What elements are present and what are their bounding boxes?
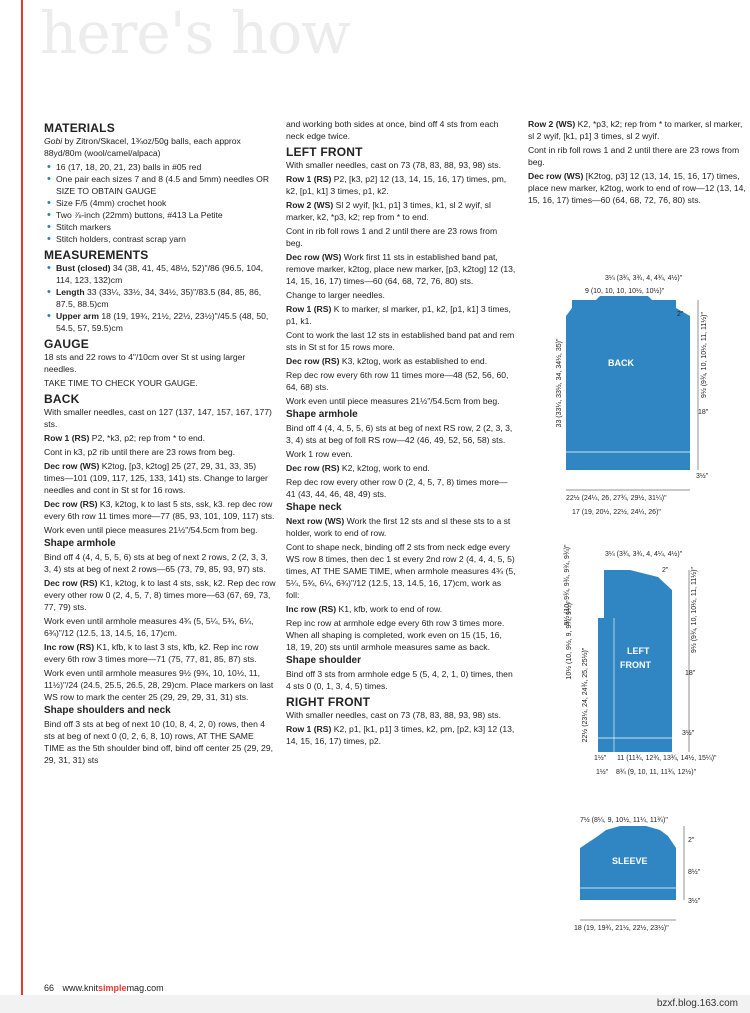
lf-p6: Work even until piece measures 21½"/54.5cm from beg. [286, 396, 500, 406]
front-side: 18" [685, 670, 696, 677]
sleeve-cap: 2" [688, 837, 695, 844]
list-item: • Stitch holders, contrast scrap yarn [56, 233, 276, 245]
page-number: 66 [44, 983, 55, 993]
rf-p1-cont: Cont in rib foll rows 1 and 2 until there are 23 rows from beg. [528, 145, 740, 167]
lf-neck-p2: Rep inc row at armhole edge every 6th row 3 times more. When all shaping is completed, work even on 15 (15, 16, 18, 19, 20) sts until armhole measures same as back. [286, 618, 505, 652]
lf-armhole-p1: Bind off 4 (4, 4, 5, 5, 6) sts at beg of next RS row, 2 (2, 3, 3, 3, 4) sts at beg of foll RS row—42 (46, 49, 52, 56, 58) sts. [286, 423, 513, 445]
lf-row1b: Row 1 (RS) K to marker, sl marker, p1, k2, [p1, k1] 3 times, p1, k1. [286, 304, 511, 326]
list-item: • Stitch markers [56, 221, 276, 233]
lf-armhole-heading: Shape armhole [286, 409, 358, 420]
measurements-heading: MEASUREMENTS [44, 248, 149, 262]
back-armhole: 9½ (9¾, 10, 10½, 11, 11½)" [701, 312, 708, 398]
front-rib: 3½" [682, 730, 695, 737]
back-side: 18" [698, 409, 709, 416]
back-hem-width: 22½ (24¼, 26, 27¾, 29½, 31¼)" [566, 495, 667, 502]
back-rib: 3½" [696, 473, 709, 480]
site-suffix: mag.com [126, 983, 164, 993]
armhole-p3: Work even until armhole measures 9½ (9¾, 10, 10½, 11, 11½)"/24 (24.5, 25.5, 26.5, 28, 29)cm. Place markers on last WS row to mark the center 25 (29, 29, 29, 31, 31) sts. [44, 668, 274, 702]
lf-shoulder-p: Bind off 3 sts from armhole edge 5 (5, 4, 2, 1, 0) times, then 4 sts 0 (0, 1, 3, 4, 5) times. [286, 669, 513, 691]
rf-dec: Dec row (WS) [K2tog, p3] 12 (13, 14, 15, 16, 17) times, place new marker, k2tog, work to end of row—12 (13, 14, 15, 16, 17) times—60 (64, 68, 72, 76, 80) sts. [528, 171, 746, 205]
list-item: • Length 33 (33¼, 33½, 34, 34½, 35)"/83.5 (84, 85, 86, 87.5, 88.5)cm [56, 286, 276, 310]
rf-p1: With smaller needles, cast on 73 (78, 83, 88, 93, 98) sts. [286, 710, 501, 720]
lf-next: Next row (WS) Work the first 12 sts and sl these sts to a st holder, work to end of row. [286, 516, 511, 538]
list-item: • 16 (17, 18, 20, 21, 23) balls in #05 red [56, 161, 276, 173]
armhole-inc: Inc row (RS) K1, kfb, k to last 3 sts, kfb, k2. Rep inc row every 6th row 3 times more—71 (75, 77, 81, 85, 87) sts. [44, 642, 259, 664]
sleeve-rib: 3½" [688, 898, 701, 905]
back-decrs: Dec row (RS) K3, k2tog, k to last 5 sts, ssk, k3. rep dec row every 6th row 11 times more—77 (85, 93, 101, 109, 117) sts. [44, 499, 275, 521]
watermark-text: bzxf.blog.163.com [656, 998, 738, 1009]
lf-p1: With smaller needles, cast on 73 (78, 83, 88, 93, 98) sts. [286, 160, 501, 170]
armhole-decrs: Dec row (RS) K1, k2tog, k to last 4 sts, ssk, k2. Rep dec row every other row 0 (2, 4, 5, 7, 8) times more—63 (67, 69, 73, 77, 79) sts. [44, 578, 276, 612]
list-item: • One pair each sizes 7 and 8 (4.5 and 5mm) needles OR SIZE TO OBTAIN GAUGE [56, 173, 276, 197]
lf-decrs2: Dec row (RS) K2, k2tog, work to end. [286, 463, 430, 473]
front-shoulder-drop: 2" [662, 567, 669, 574]
sleeve-label: SLEEVE [612, 856, 648, 866]
front-top-width: 3¼ (3¾, 3¾, 4, 4¼, 4½)" [605, 551, 683, 558]
gauge-text: 18 sts and 22 rows to 4"/10cm over St st using larger needles. [44, 352, 246, 374]
back-total-length: 33 (33¼, 33½, 34, 34½, 35)" [556, 338, 563, 428]
back-row1: Row 1 (RS) P2, *k3, p2; rep from * to end. [44, 433, 205, 443]
left-front-heading: LEFT FRONT [286, 145, 363, 159]
front-length: 22½ (23¼, 24, 24¾, 25, 25½)" [582, 647, 589, 743]
rf-row1: Row 1 (RS) K2, p1, [k1, p1] 3 times, k2, pm, [p2, k3] 12 (13, 14, 15, 16, 17) times, p2. [286, 724, 515, 746]
site-prefix: www.knit [62, 983, 99, 993]
sleeve-bottom-width: 18 (19, 19¾, 21½, 22½, 23½)" [574, 925, 669, 932]
armhole-p1: Bind off 4 (4, 4, 5, 5, 6) sts at beg of next 2 rows, 2 (2, 3, 3, 3, 4) sts at beg of next 2 rows—65 (73, 79, 85, 93, 97) sts. [44, 552, 268, 574]
shoulders-p1: Bind off 3 sts at beg of next 10 (10, 8, 4, 2, 0) rows, then 4 sts at beg of next 0 (0, 2, 6, 8, 10) rows, AT THE SAME TIME as the 5th shoulder bind off, bind off center 25 (29, 29, 29, 31, 31) sts [44, 719, 273, 765]
front-left-neck: 9½ (10, 9¾, 9¾, 9¾, 9¾)" [564, 544, 571, 626]
list-item: • Upper arm 18 (19, 19¾, 21½, 22½, 23½)"/45.5 (48, 50, 54.5, 57, 59.5)cm [56, 310, 276, 334]
page-footer [44, 983, 164, 993]
lf-p4: Cont to work the last 12 sts in established band pat and rem sts in St st for 15 rows more. [286, 330, 515, 352]
sleeve-top-width: 7½ (8¼, 9, 10½, 11¼, 11¾)" [580, 817, 668, 824]
lf-dec: Dec row (WS) Work first 11 sts in established band pat, remove marker, k2tog, place new marker, [p3, k2tog] 12 (13, 14, 15, 16, 17) times—60 (64, 68, 72, 76, 80) sts. [286, 252, 516, 286]
back-p3: Work even until piece measures 21½"/54.5cm from beg. [44, 525, 258, 535]
lf-neck-p1: Cont to shape neck, binding off 2 sts from neck edge every WS row 8 times, then dec 1 st every 2nd row 2 (4, 4, 4, 5, 5) times, AT THE SAME TIME, when armhole measures 4¾ (5, 5¼, 5¾, 6¼, 6¾)"/12 (12.5, 13, 14.5, 16, 17)cm, work as foll: [286, 542, 516, 600]
gauge-note: TAKE TIME TO CHECK YOUR GAUGE. [44, 378, 198, 388]
back-decws: Dec row (WS) K2tog, [p3, k2tog] 25 (27, 29, 31, 33, 35) times—101 (109, 117, 125, 133, 141) sts. Change to larger needles and cont in St st for 16 rows. [44, 461, 268, 495]
lf-p3: Change to larger needles. [286, 290, 385, 300]
lf-shoulder-heading: Shape shoulder [286, 655, 362, 666]
right-front-heading: RIGHT FRONT [286, 695, 371, 709]
header-word: here's how [40, 0, 350, 67]
shoulders-heading: Shape shoulders and neck [44, 705, 171, 716]
lf-neck-heading: Shape neck [286, 502, 342, 513]
front-label-2: FRONT [620, 660, 651, 670]
materials-text: Gobi by Zitron/Skacel, 1¾oz/50g balls, each approx 88yd/80m (wool/camel/alpaca) [44, 136, 241, 158]
lf-row1: Row 1 (RS) P2, [k3, p2] 12 (13, 14, 15, 16, 17) times, pm, k2, [p1, k1] 3 times, p1, k2. [286, 174, 507, 196]
site-brand: simple [98, 983, 127, 993]
list-item: • Size F/5 (4mm) crochet hook [56, 197, 276, 209]
back-waist-width: 17 (19, 20½, 22½, 24¼, 26)" [572, 509, 661, 516]
armhole-p2: Work even until armhole measures 4¾ (5, 5¼, 5¾, 6¼, 6¾)"/12 (12.5, 13, 14.5, 16, 17)cm. [44, 616, 254, 638]
lf-inc: Inc row (RS) K1, kfb, work to end of row. [286, 604, 443, 614]
back-schematic [566, 296, 690, 470]
rf-row2: Row 2 (WS) K2, *p3, k2; rep from * to marker, sl marker, sl 2 wyif, [k1, p1] 3 times, sl 2 wyif. [528, 119, 743, 141]
front-neck-depth: 10½ (10, 9½, 9, 9¾, 9½)" [566, 600, 573, 680]
back-p1: With smaller needles, cast on 127 (137, 147, 157, 167, 177) sts. [44, 407, 272, 429]
cont-text: and working both sides at once, bind off 4 sts from each neck edge twice. [286, 119, 499, 141]
lf-row2: Row 2 (WS) Sl 2 wyif, [k1, p1] 3 times, k1, sl 2 wyif, sl marker, k2, *p3, k2; rep from * to end. [286, 200, 491, 222]
lf-armhole-p3: Rep dec row every other row 0 (2, 4, 5, 7, 8) times more—41 (43, 44, 46, 48, 49) sts. [286, 477, 508, 499]
back-top-width: 3¼ (3¾, 3¾, 4, 4¾, 4½)" [605, 275, 683, 282]
sleeve-length: 8½" [688, 869, 701, 876]
list-item: • Two ⅞-inch (22mm) buttons, #413 La Petite [56, 209, 276, 221]
lf-decrs: Dec row (RS) K3, k2tog, work as established to end. [286, 356, 488, 366]
list-item: • Bust (closed) 34 (38, 41, 45, 48½, 52)"/86 (96.5, 104, 114, 123, 132)cm [56, 262, 276, 286]
front-waist-width: 8¾ (9, 10, 11, 11¾, 12½)" [616, 769, 697, 776]
back-heading: BACK [44, 392, 80, 406]
armhole-heading: Shape armhole [44, 538, 116, 549]
back-p2: Cont in k3, p2 rib until there are 23 rows from beg. [44, 447, 236, 457]
lf-armhole-p2: Work 1 row even. [286, 449, 353, 459]
gauge-heading: GAUGE [44, 337, 90, 351]
back-shoulder-drop: 2" [677, 311, 684, 318]
lf-p2: Cont in rib foll rows 1 and 2 until there are 23 rows from beg. [286, 226, 498, 248]
front-hem-width: 11 (11¾, 12¾, 13¾, 14½, 15¼)" [617, 755, 717, 762]
materials-heading: MATERIALS [44, 121, 115, 135]
lf-p5: Rep dec row every 6th row 11 times more—48 (52, 56, 60, 64, 68) sts. [286, 370, 509, 392]
front-band-width: 1½" [594, 755, 607, 762]
front-label-1: LEFT [627, 646, 650, 656]
front-armhole: 9½ (9¾, 10, 10½, 11, 11½)" [691, 567, 698, 653]
front-band-width-2: 1½" [596, 769, 609, 776]
back-neck-width: 9 (10, 10, 10, 10½, 10½)" [585, 288, 665, 295]
back-label: BACK [608, 358, 634, 368]
watermark-bar [0, 995, 750, 1013]
